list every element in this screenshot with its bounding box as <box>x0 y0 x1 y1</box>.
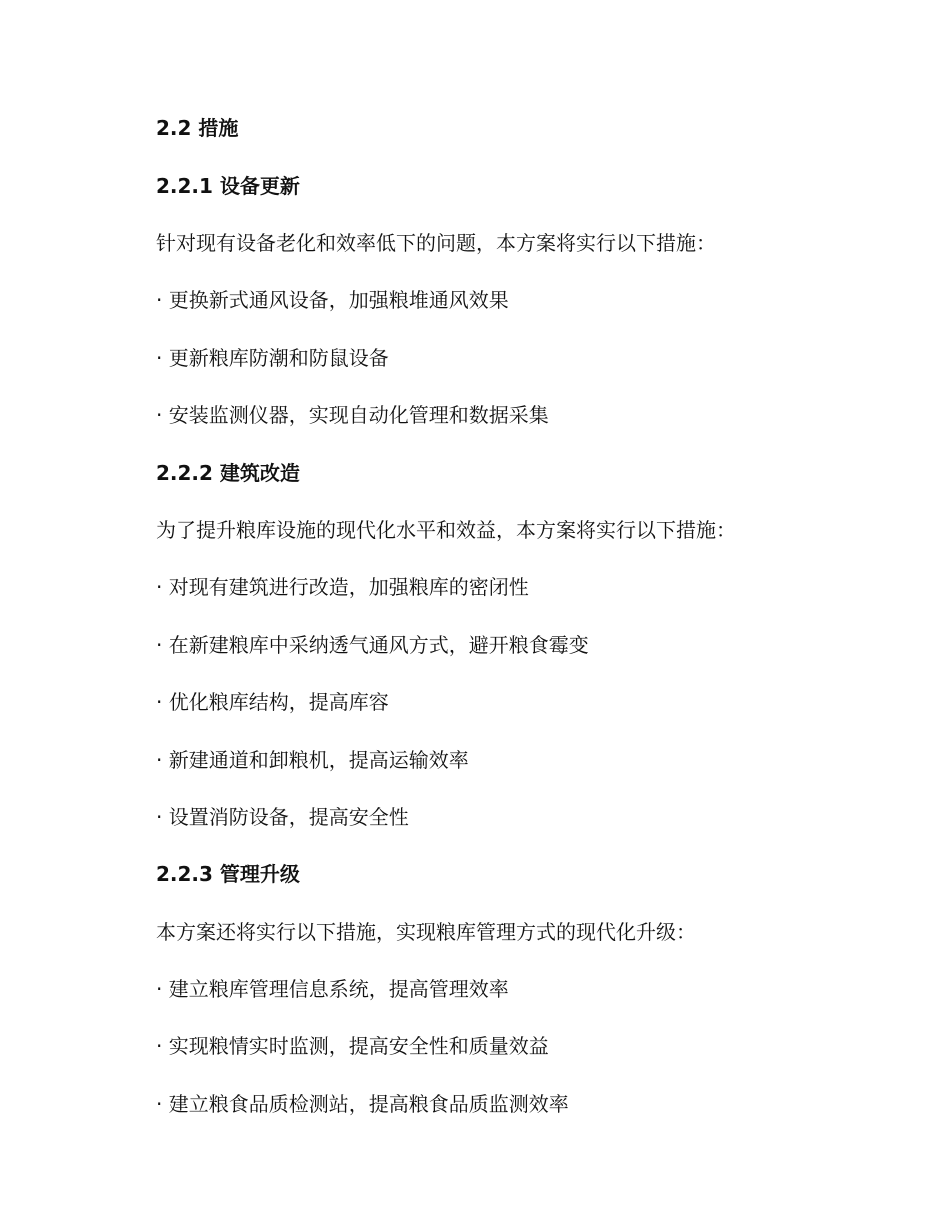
paragraph-intro: 针对现有设备老化和效率低下的问题，本方案将实行以下措施： <box>156 231 716 255</box>
list-item: · 对现有建筑进行改造，加强粮库的密闭性 <box>156 575 529 599</box>
paragraph-intro: 为了提升粮库设施的现代化水平和效益，本方案将实行以下措施： <box>156 518 736 542</box>
subsection-title-equipment: 2.2.1 设备更新 <box>156 174 300 198</box>
list-item: · 优化粮库结构，提高库容 <box>156 690 389 714</box>
list-item: · 建立粮库管理信息系统，提高管理效率 <box>156 977 509 1001</box>
subsection-title-building: 2.2.2 建筑改造 <box>156 461 300 485</box>
list-item: · 实现粮情实时监测，提高安全性和质量效益 <box>156 1034 549 1058</box>
paragraph-intro: 本方案还将实行以下措施，实现粮库管理方式的现代化升级： <box>156 920 696 944</box>
subsection-title-management: 2.2.3 管理升级 <box>156 862 300 886</box>
list-item: · 设置消防设备，提高安全性 <box>156 805 409 829</box>
list-item: · 在新建粮库中采纳透气通风方式，避开粮食霉变 <box>156 633 589 657</box>
list-item: · 建立粮食品质检测站，提高粮食品质监测效率 <box>156 1092 569 1116</box>
list-item: · 新建通道和卸粮机，提高运输效率 <box>156 748 469 772</box>
section-title: 2.2 措施 <box>156 116 239 140</box>
list-item: · 更换新式通风设备，加强粮堆通风效果 <box>156 288 509 312</box>
list-item: · 更新粮库防潮和防鼠设备 <box>156 346 389 370</box>
list-item: · 安装监测仪器，实现自动化管理和数据采集 <box>156 403 549 427</box>
